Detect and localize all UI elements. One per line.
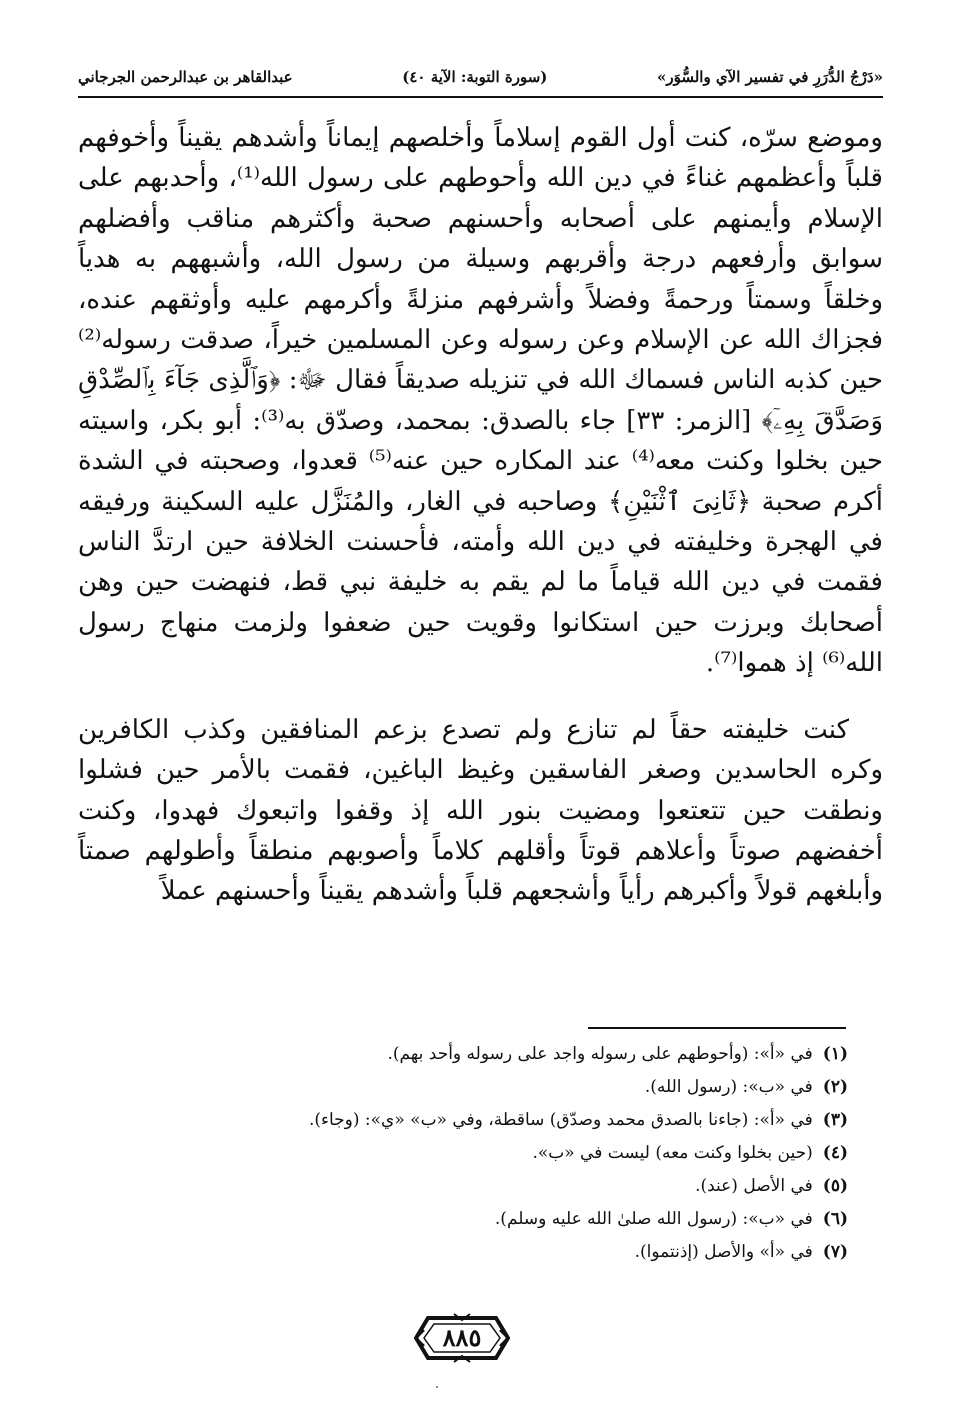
footnote-number: (٦) [822, 1209, 848, 1229]
footnote-separator [588, 1027, 846, 1029]
footnote-item [78, 1170, 848, 1203]
footnote-text: في «أ»: (جاءنا بالصدق محمد وصدّق) ساقطة، وفي «ب» «ي»: (وجاء). [308, 1110, 813, 1130]
footnote-number: (٧) [822, 1242, 848, 1262]
footnote-number: (٢) [822, 1077, 848, 1097]
paragraph-2: كنت خليفته حقاً لم تنازع ولم تصدع بزعم المنافقين وكذب الكافرين وكره الحاسدين وصغر الفاسقين وغيظ الباغين، فقمت بالأمر حين فشلوا ونطقت حين تتعتعوا ومضيت بنور الله إذ وقفوا واتبعوك فهدوا، وكنت أخفضهم صوتاً وأعلاهم قوتاً وأقلهم كلاماً وأصوبهم منطقاً وأطولهم صمتاً وأبلغهم قولاً وأكبرهم رأياً وأشجعهم قلباً وأشدهم يقيناً وأحسنهم عملاً [78, 714, 883, 907]
running-header [78, 64, 883, 90]
author-name: عبدالقاهر بن عبدالرحمن الجرجاني [78, 68, 293, 86]
footnote-item [78, 1104, 848, 1137]
surah-reference: (سورة التوبة: الآية ٤٠) [402, 68, 548, 86]
footnote-number: (١) [822, 1044, 848, 1064]
footnote-text: في «ب»: (رسول الله صلىٰ الله عليه وسلم). [494, 1209, 813, 1229]
footnote-text: (حين بخلوا وكنت معه) ليست في «ب». [532, 1143, 813, 1163]
footnote-number: (٥) [822, 1176, 848, 1196]
paragraph-1: وموضع سرّه، كنت أول القوم إسلاماً وأخلصهم إيماناً وأشدهم يقيناً وأخوفهم قلباً وأعظمهم غناءً في دين الله وأحوطهم على رسول الله⁽¹⁾، وأحدبهم على الإسلام وأيمنهم على أصحابه وأحسنهم صحبة وأكثرهم مناقب وأفضلهم سوابق وأرفعهم درجة وأقربهم وسيلة من رسول الله، وأشبههم به هدياً وخلقاً وسمتاً ورحمةً وفضلاً وأشرفهم منزلةً وأكرمهم عليه وأوثقهم عنده، فجزاك الله عن الإسلام وعن رسوله وعن المسلمين خيراً، صدقت رسوله⁽²⁾ حين كذبه الناس فسماك الله في تنزيله صديقاً فقال ﷻ: ﴿وَٱلَّذِى جَآءَ بِٱلصِّدْقِ وَصَدَّقَ بِهِۦٓ﴾ [الزمر: ٣٣] جاء بالصدق: بمحمد، وصدّق به⁽³⁾: أبو بكر، واسيته حين بخلوا وكنت معه⁽⁴⁾ عند المكاره حين عنه⁽⁵⁾ قعدوا، وصحبته في الشدة أكرم صحبة ﴿ثَانِىَ ٱثْنَيْنِ﴾ وصاحبه في الغار، والمُنَزَّل عليه السكينة ورفيقه في الهجرة وخليفته في دين الله وأمته، فأحسنت الخلافة حين ارتدَّ الناس فقمت في دين الله قياماً ما لم يقم به خليفة نبي قط، فنهضت حين وهن أصحابك وبرزت حين استكانوا وقويت حين ضعفوا ولزمت منهاج رسول الله⁽⁶⁾ إذ هموا⁽⁷⁾. [78, 123, 884, 679]
footnote-number: (٤) [822, 1143, 848, 1163]
footnote-item [78, 1137, 848, 1170]
footnote-text: في «أ» والأصل (إذنتموا). [634, 1242, 813, 1262]
book-title: «دَرْجُ الدُّرَرِ في تفسير الآي والسُّوَر» [656, 68, 883, 86]
footnote-text: في «ب»: (رسول الله). [644, 1077, 813, 1097]
page-number-badge [414, 1312, 510, 1364]
footnote-number: (٣) [822, 1110, 848, 1130]
footnote-text: في الأصل (عند). [695, 1176, 813, 1196]
main-text [78, 118, 883, 912]
print-speck [436, 1386, 438, 1388]
footnote-item [78, 1236, 848, 1269]
footnote-item [78, 1071, 848, 1104]
page-number: ٨٨٥ [442, 1323, 482, 1352]
footnote-item [78, 1203, 848, 1236]
header-rule [78, 96, 883, 98]
footnote-item [78, 1038, 848, 1071]
footnotes [78, 1038, 848, 1269]
footnote-text: في «أ»: (وأحوطهم على رسوله واجد على رسوله وأحد بهم). [387, 1044, 813, 1064]
